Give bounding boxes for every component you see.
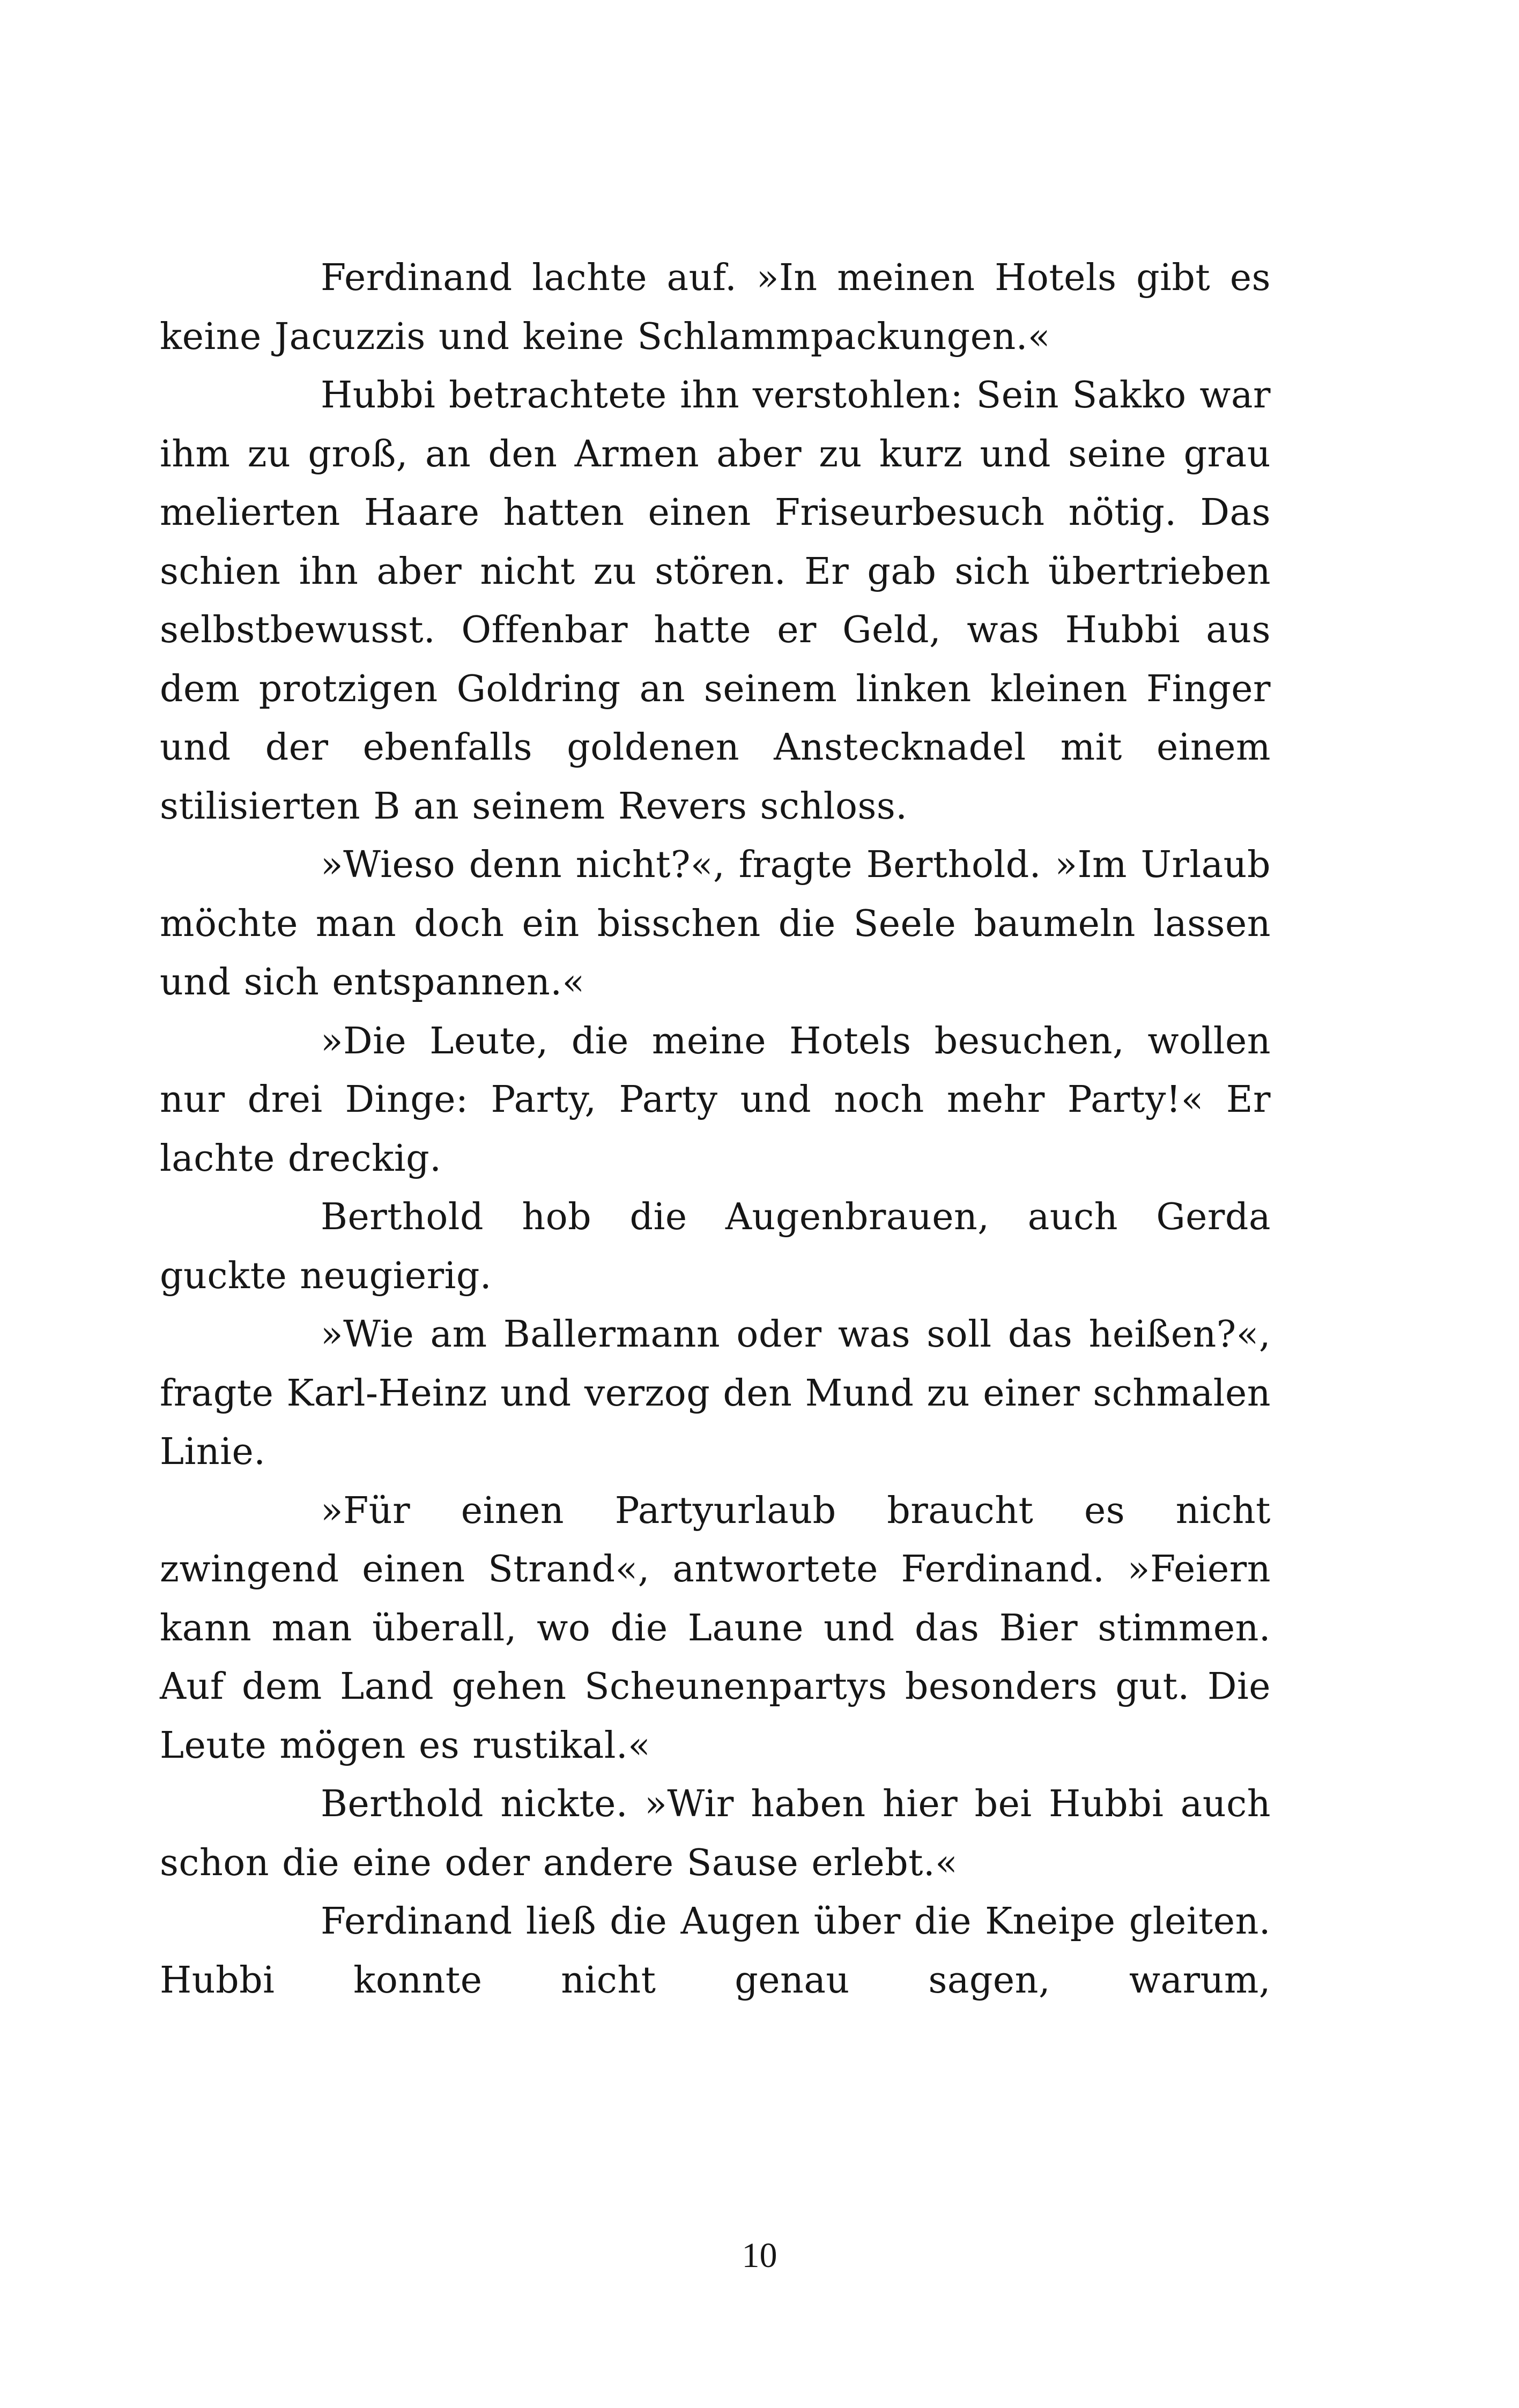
paragraph: »Für einen Partyurlaub braucht es nicht zwingend einen Strand«, antwortete Ferdinand. »Feiern kann man überall, wo die Laune und das Bier stimmen. Auf dem Land gehen Scheunenpartys besonders gut. Die Leute mögen es rustikal.« <box>160 1489 1271 1767</box>
paragraph: Ferdinand lachte auf. »In meinen Hotels gibt es keine Jacuzzis und keine Schlammpackungen.« <box>160 257 1271 358</box>
paragraph: Berthold nickte. »Wir haben hier bei Hubbi auch schon die eine oder andere Sause erlebt.« <box>160 1783 1271 1884</box>
paragraph: »Wieso denn nicht?«, fragte Berthold. »Im Urlaub möchte man doch ein bisschen die Seele baumeln lassen und sich entspannen.« <box>160 844 1271 1004</box>
paragraph: »Die Leute, die meine Hotels besuchen, wollen nur drei Dinge: Party, Party und noch mehr Party!« Er lachte dreckig. <box>160 1020 1271 1180</box>
paragraph-continued: Ferdinand ließ die Augen über die Kneipe gleiten. Hubbi konnte nicht genau sagen, warum, <box>160 1900 1271 2002</box>
paragraph: Berthold hob die Augenbrauen, auch Gerda guckte neugierig. <box>160 1196 1271 1297</box>
paragraph: Hubbi betrachtete ihn verstohlen: Sein Sakko war ihm zu groß, an den Armen aber zu kurz und seine grau melierten Haare hatten einen Friseurbesuch nötig. Das schien ihn aber nicht zu stören. Er gab sich übertrieben selbstbewusst. Offenbar hatte er Geld, was Hubbi aus dem protzigen Goldring an seinem linken kleinen Finger und der ebenfalls goldenen Anstecknadel mit einem stilisierten B an seinem Revers schloss. <box>160 374 1271 828</box>
paragraph: »Wie am Ballermann oder was soll das heißen?«, fragte Karl-Heinz und verzog den Mund zu einer schmalen Linie. <box>160 1313 1271 1473</box>
page-number: 10 <box>742 2236 777 2275</box>
body-text <box>160 249 1271 2010</box>
